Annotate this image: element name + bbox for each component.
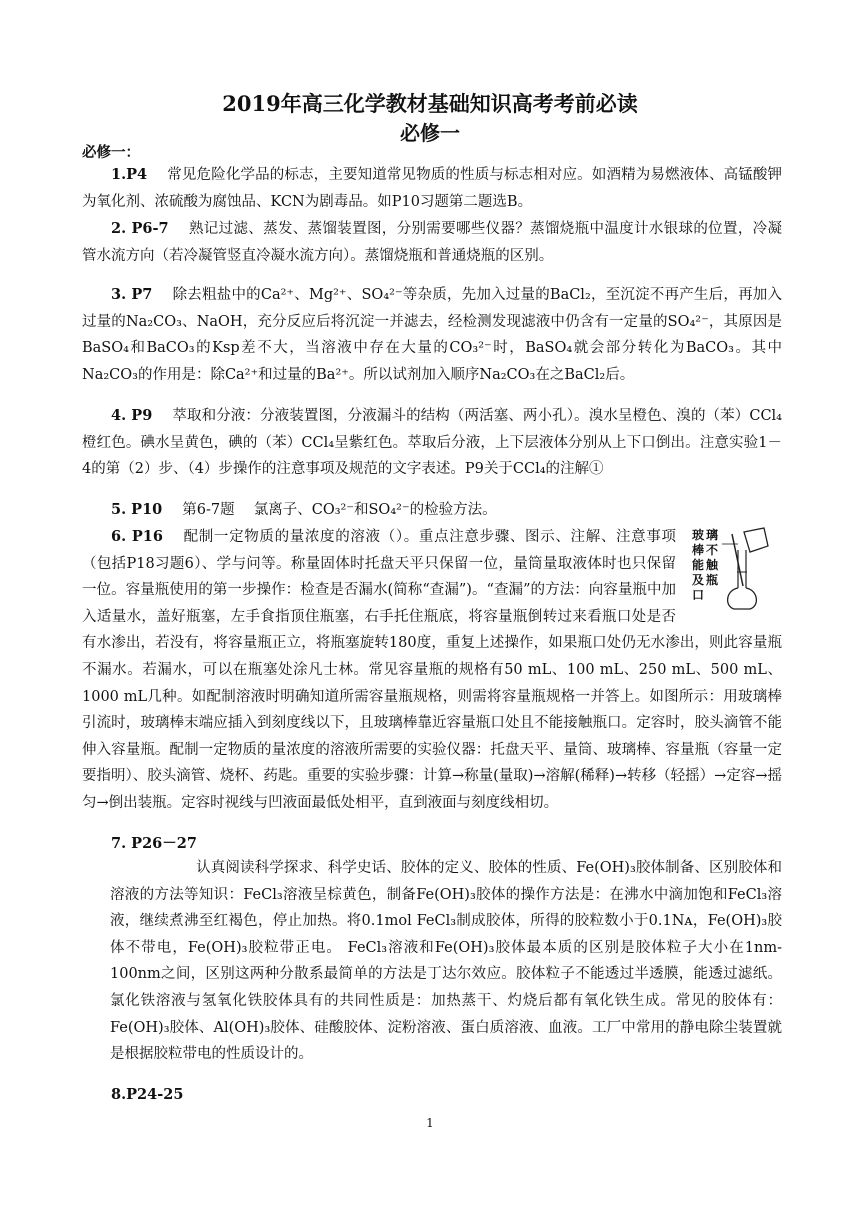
- item-6-text: 配制一定物质的量浓度的溶液（）。重点注意步骤、图示、注解、注意事项（包括P18习题6）、学与问等。称量固体时托盘天平只保留一位，量筒量取液体时也只保留一位。容量瓶使用的第一步操作：检查是否漏水(简称“查漏”)。“查漏”的方法：向容量瓶中加入适量水，盖好瓶塞，左手食指顶住瓶塞，右手托住瓶底，将容量瓶倒转过来看瓶口处是否有水渗出，若没有，将容量瓶正立，将瓶塞旋转180度，重复上述操作，如果瓶口处仍无水渗出，则此容量瓶不漏水。若漏水，可以在瓶塞处涂凡士林。常见容量瓶的规格有50 mL、100 mL、250 mL、500 mL、1000 mL几种。如配制溶液时明确知道所需容量瓶规格，则需将容量瓶规格一并答上。如图所示：用玻璃棒引流时，玻璃棒末端应插入到刻度线以下，且玻璃棒靠近容量瓶口处且不能接触瓶口。定容时，胶头滴管不能伸入容量瓶。配制一定物质的量浓度的溶液所需要的实验仪器：托盘天平、量筒、玻璃棒、容量瓶（容量一定要指明）、胶头滴管、烧杯、药匙。重要的实验步骤：计算→称量(量取)→溶解(稀释)→转移（轻摇）→定容→摇匀→倒出装瓶。定容时视线与凹液面最低处相平，直到液面与刻度线相切。: [82, 529, 782, 811]
- item-7-text: 认真阅读科学探求、科学史话、胶体的定义、胶体的性质、Fe(OH)₃胶体制备、区别胶体和溶液的方法等知识：FeCl₃溶液呈棕黄色，制备Fe(OH)₃胶体的操作方法是：在沸水中滴加饱和FeCl₃溶液，继续煮沸至红褐色，停止加热。将0.1mol FeCl₃制成胶体，所得的胶粒数小于0.1Nᴀ，Fe(OH)₃胶体不带电，Fe(OH)₃胶粒带正电。 FeCl₃溶液和Fe(OH)₃胶体最本质的区别是胶体粒子大小在1nm-100nm之间，区别这两种分散系最简单的方法是丁达尔效应。胶体粒子不能透过半透膜，能透过滤纸。氯化铁溶液与氢氧化铁胶体具有的共同性质是：加热蒸干、灼烧后都有氧化铁生成。常见的胶体有：Fe(OH)₃胶体、Al(OH)₃胶体、硅酸胶体、淀粉溶液、蛋白质溶液、血液。工厂中常用的静电除尘装置就是根据胶粒带电的性质设计的。: [110, 860, 782, 1063]
- item-3-label: 3. P7: [111, 286, 153, 303]
- item-2-text: 熟记过滤、蒸发、蒸馏装置图，分别需要哪些仪器？蒸馏烧瓶中温度计水银球的位置，冷凝管水流方向（若冷凝管竖直冷凝水流方向）。蒸馏烧瓶和普通烧瓶的区别。: [82, 221, 782, 264]
- item-2-label: 2. P6-7: [111, 220, 169, 237]
- item-4-text: 萃取和分液：分液装置图，分液漏斗的结构（两活塞、两小孔）。溴水呈橙色、溴的（苯）CCl₄橙红色。碘水呈黄色，碘的（苯）CCl₄呈紫红色。萃取后分液，上下层液体分别从上下口倒出。注意实验1－4的第（2）步、（4）步操作的注意事项及规范的文字表述。P9关于CCl₄的注解①: [82, 408, 782, 478]
- page-number: 1: [426, 1116, 434, 1130]
- volumetric-flask-figure: [682, 524, 782, 610]
- document-title: 2019年高三化学教材基础知识高考考前必读: [222, 91, 638, 116]
- document-subtitle: 必修一: [400, 121, 460, 145]
- item-6-label: 6. P16: [111, 528, 163, 545]
- item-5: [82, 497, 782, 524]
- item-5-label: 5. P10: [111, 501, 163, 518]
- item-7: [110, 855, 782, 1068]
- item-5-text: 第6-7题 氯离子、CO₃²⁻和SO₄²⁻的检验方法。: [182, 502, 497, 518]
- item-2: [82, 216, 782, 269]
- item-8-label: 8.P24-25: [111, 1086, 184, 1103]
- item-1-text: 常见危险化学品的标志，主要知道常见物质的性质与标志相对应。如酒精为易燃液体、高锰酸钾为氧化剂、浓硫酸为腐蚀品、KCN为剧毒品。如P10习题第二题选B。: [82, 167, 782, 210]
- item-6: [82, 524, 782, 817]
- item-8: [82, 1082, 782, 1109]
- item-3-text: 除去粗盐中的Ca²⁺、Mg²⁺、SO₄²⁻等杂质，先加入过量的BaCl₂，至沉淀不再产生后，再加入过量的Na₂CO₃、NaOH，充分反应后将沉淀一并滤去，经检测发现滤液中仍含有一定量的SO₄²⁻，其原因是BaSO₄和BaCO₃的Ksp差不大，当溶液中存在大量的CO₃²⁻时，BaSO₄就会部分转化为BaCO₃。其中Na₂CO₃的作用是：除Ca²⁺和过量的Ba²⁺。所以试剂加入顺序Na₂CO₃在之BaCl₂后。: [82, 287, 782, 383]
- item-4-label: 4. P9: [111, 407, 153, 424]
- item-1-label: 1.P4: [111, 166, 148, 183]
- flask-illustration-icon: [682, 524, 782, 610]
- item-3: [82, 282, 782, 388]
- figure-label: 玻璃棒不能触及瓶口: [692, 528, 718, 602]
- item-7-heading: [82, 831, 782, 858]
- item-4: [82, 403, 782, 483]
- section-heading: 必修一：: [82, 144, 140, 161]
- item-1: [82, 162, 782, 215]
- item-7-label: 7. P26－27: [111, 835, 197, 852]
